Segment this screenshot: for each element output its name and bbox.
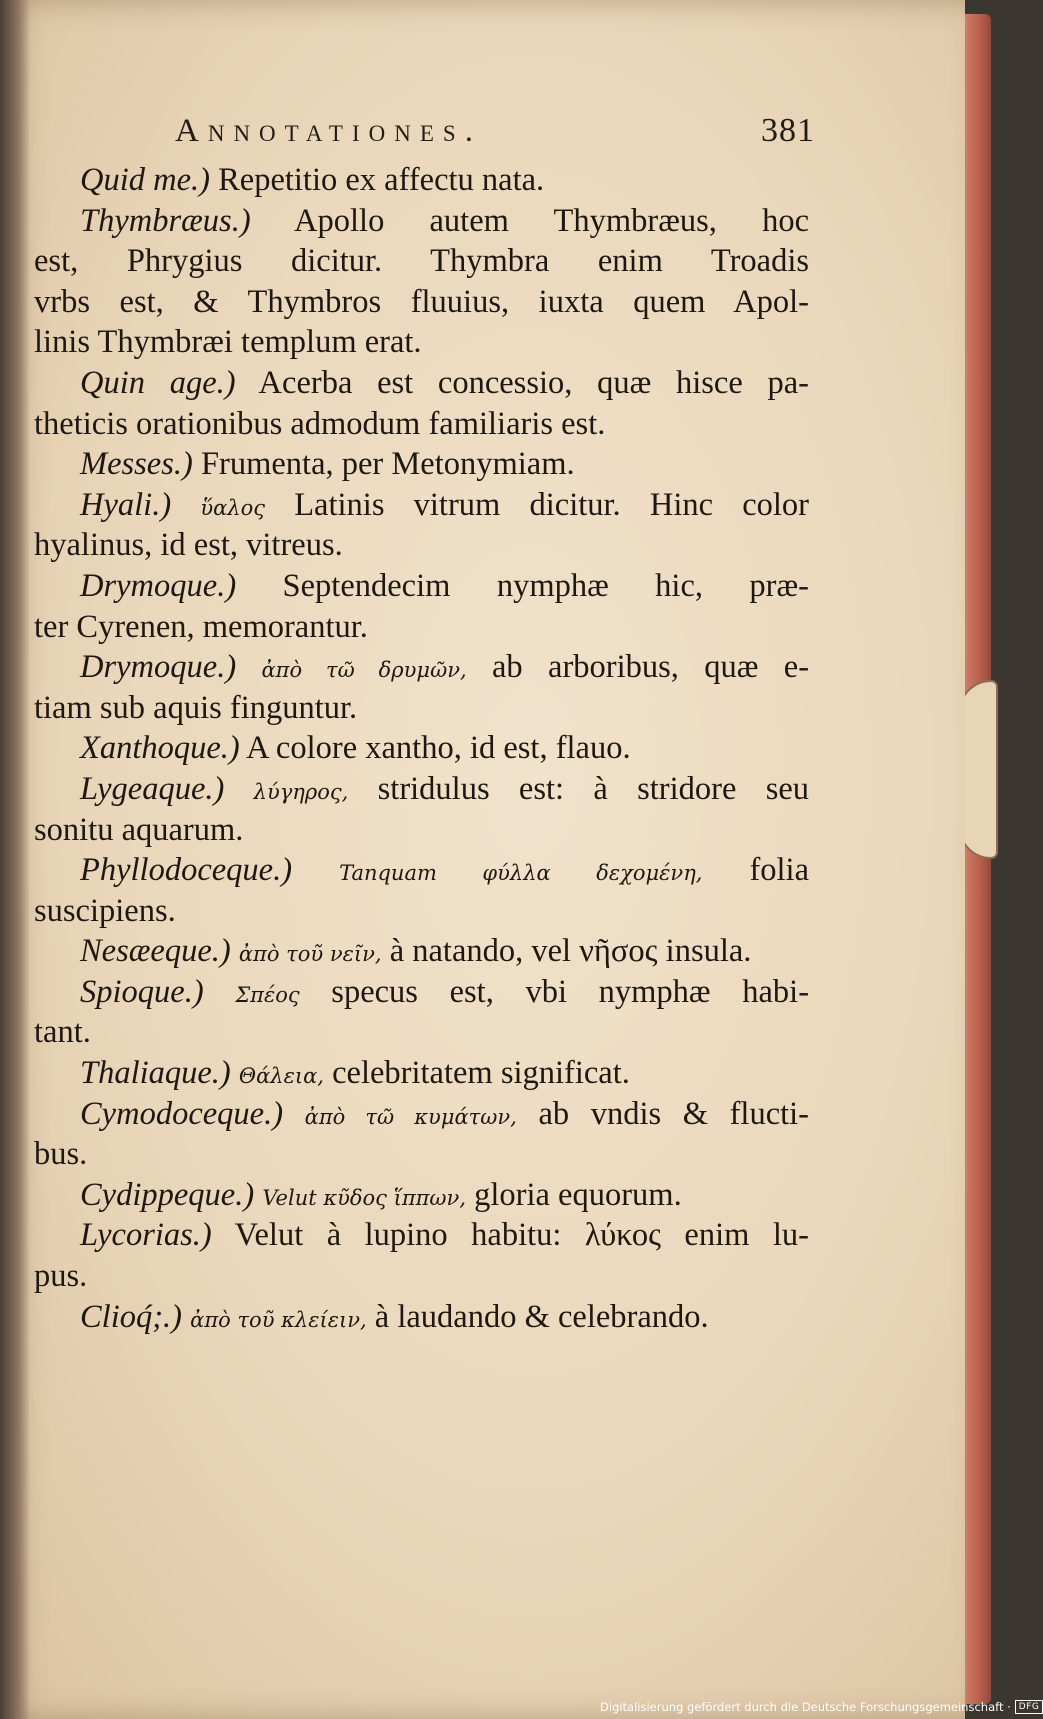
annotation-continuation-line: est, Phrygius dicitur. Thymbra enim Troadis [34, 243, 809, 280]
greek-gloss: ὕαλος [200, 495, 266, 520]
greek-gloss: ἀπὸ τῶ κυμάτων, [304, 1104, 517, 1129]
annotation-lemma: Quin age.) [80, 364, 236, 401]
annotation-continuation-line: bus. [34, 1136, 88, 1173]
greek-gloss: Θάλεια, [238, 1064, 324, 1089]
annotation-text [34, 160, 809, 1337]
annotation-line [34, 769, 809, 810]
annotation-text-run: A colore xantho, id est, flauo. [246, 730, 631, 767]
credit-text: Digitalisierung gefördert durch die Deutsche Forschungsgemeinschaft · [600, 1700, 1011, 1714]
page-number: 381 [761, 112, 815, 149]
annotation-lemma: Thymbræus.) [80, 202, 251, 239]
annotation-text-run: Apollo autem Thymbræus, hoc [294, 202, 809, 239]
annotation-continuation-line: sonitu aquarum. [34, 811, 244, 848]
annotation-line [34, 931, 809, 972]
annotation-line [34, 1053, 809, 1094]
annotation-text-run: Septendecim nymphæ hic, præ- [282, 567, 809, 604]
annotation-lemma: Drymoque.) [80, 567, 237, 604]
annotation-continuation-line: ter Cyrenen, memorantur. [34, 608, 368, 645]
annotation-text-run: folia [749, 852, 810, 889]
annotation-line [34, 485, 809, 526]
annotation-text-run: celebritatem significat. [332, 1055, 630, 1092]
annotation-lemma: Drymoque.) [80, 649, 237, 686]
annotation-lemma: Cymodoceque.) [80, 1095, 284, 1132]
annotation-text-run: à natando, vel νῆσος insula. [389, 933, 752, 970]
annotation-line [34, 1215, 809, 1256]
annotation-line [34, 972, 809, 1013]
annotation-text-run: ab arboribus, quæ e- [492, 649, 810, 686]
annotation-line [34, 728, 809, 769]
annotation-line [34, 363, 809, 404]
greek-gloss: ἀπὸ τοῦ κλείειν, [190, 1307, 367, 1332]
annotation-line [34, 647, 809, 688]
greek-gloss: λύγηρος, [253, 779, 349, 804]
annotation-line [34, 566, 809, 607]
running-title: Annotationes. [175, 113, 482, 149]
greek-gloss: ἀπὸ τῶ δρυμῶν, [261, 658, 467, 683]
annotation-line [34, 1297, 809, 1338]
annotation-text-run: Acerba est concessio, quæ hisce pa- [258, 364, 809, 401]
annotation-text-run: Frumenta, per Metonymiam. [200, 446, 575, 483]
annotation-line [34, 850, 809, 891]
annotation-continuation-line: suscipiens. [34, 892, 176, 929]
annotation-lemma: Hyali.) [80, 486, 172, 523]
annotation-text-run: gloria equorum. [474, 1176, 682, 1213]
annotation-lemma: Quid me.) [80, 162, 210, 198]
digitization-credit [600, 1700, 1043, 1714]
annotation-text-run: à laudando & celebrando. [374, 1298, 709, 1335]
annotation-lemma: Nesæeque.) [80, 933, 231, 970]
annotation-continuation-line: linis Thymbræi templum erat. [34, 324, 422, 361]
dfg-logo: DFG [1015, 1700, 1043, 1714]
annotation-lemma: Lygeaque.) [80, 770, 225, 807]
annotation-continuation-line: tiam sub aquis finguntur. [34, 689, 358, 726]
annotation-text-run: Latinis vitrum dicitur. Hinc color [294, 486, 809, 523]
annotation-continuation-line: vrbs est, & Thymbros fluuius, iuxta quem Apol- [34, 283, 809, 320]
annotation-text-run: specus est, vbi nymphæ habi- [331, 973, 810, 1010]
annotation-line [34, 160, 809, 201]
annotation-lemma: Cydippeque.) [80, 1176, 255, 1213]
annotation-lemma: Phyllodoceque.) [80, 852, 293, 889]
annotation-text-run: stridulus est: à stridore seu [377, 770, 810, 807]
annotation-lemma: Spioque.) [80, 973, 204, 1010]
annotation-lemma: Thaliaque.) [80, 1055, 231, 1092]
annotation-continuation-line: pus. [34, 1258, 88, 1295]
greek-gloss: Tanquam φύλλα δεχομένη, [339, 861, 703, 886]
annotation-line [34, 1094, 809, 1135]
annotation-lemma: Xanthoque.) [80, 730, 240, 767]
greek-gloss: Velut κῦδος ἵππων, [262, 1185, 466, 1210]
annotation-line [34, 1175, 809, 1216]
annotation-text-run: Repetitio ex affectu nata. [218, 162, 545, 198]
annotation-lemma: Messes.) [80, 446, 193, 483]
annotation-continuation-line: theticis orationibus admodum familiaris est. [34, 405, 606, 442]
annotation-line [34, 201, 809, 242]
greek-gloss: ἀπὸ τοῦ νεῖν, [238, 942, 382, 967]
annotation-lemma: Lycorias.) [80, 1217, 212, 1254]
greek-gloss: Σπέος [235, 982, 300, 1007]
annotation-continuation-line: tant. [34, 1014, 91, 1051]
book-gutter [0, 0, 30, 1719]
annotation-text-run: Velut à lupino habitu: λύκος enim lu- [234, 1217, 810, 1254]
annotation-lemma: Clioq́;.) [80, 1298, 183, 1335]
annotation-continuation-line: hyalinus, id est, vitreus. [34, 527, 343, 564]
page-header [175, 112, 815, 150]
annotation-text-run: ab vndis & flucti- [538, 1095, 809, 1132]
annotation-line [34, 444, 809, 485]
